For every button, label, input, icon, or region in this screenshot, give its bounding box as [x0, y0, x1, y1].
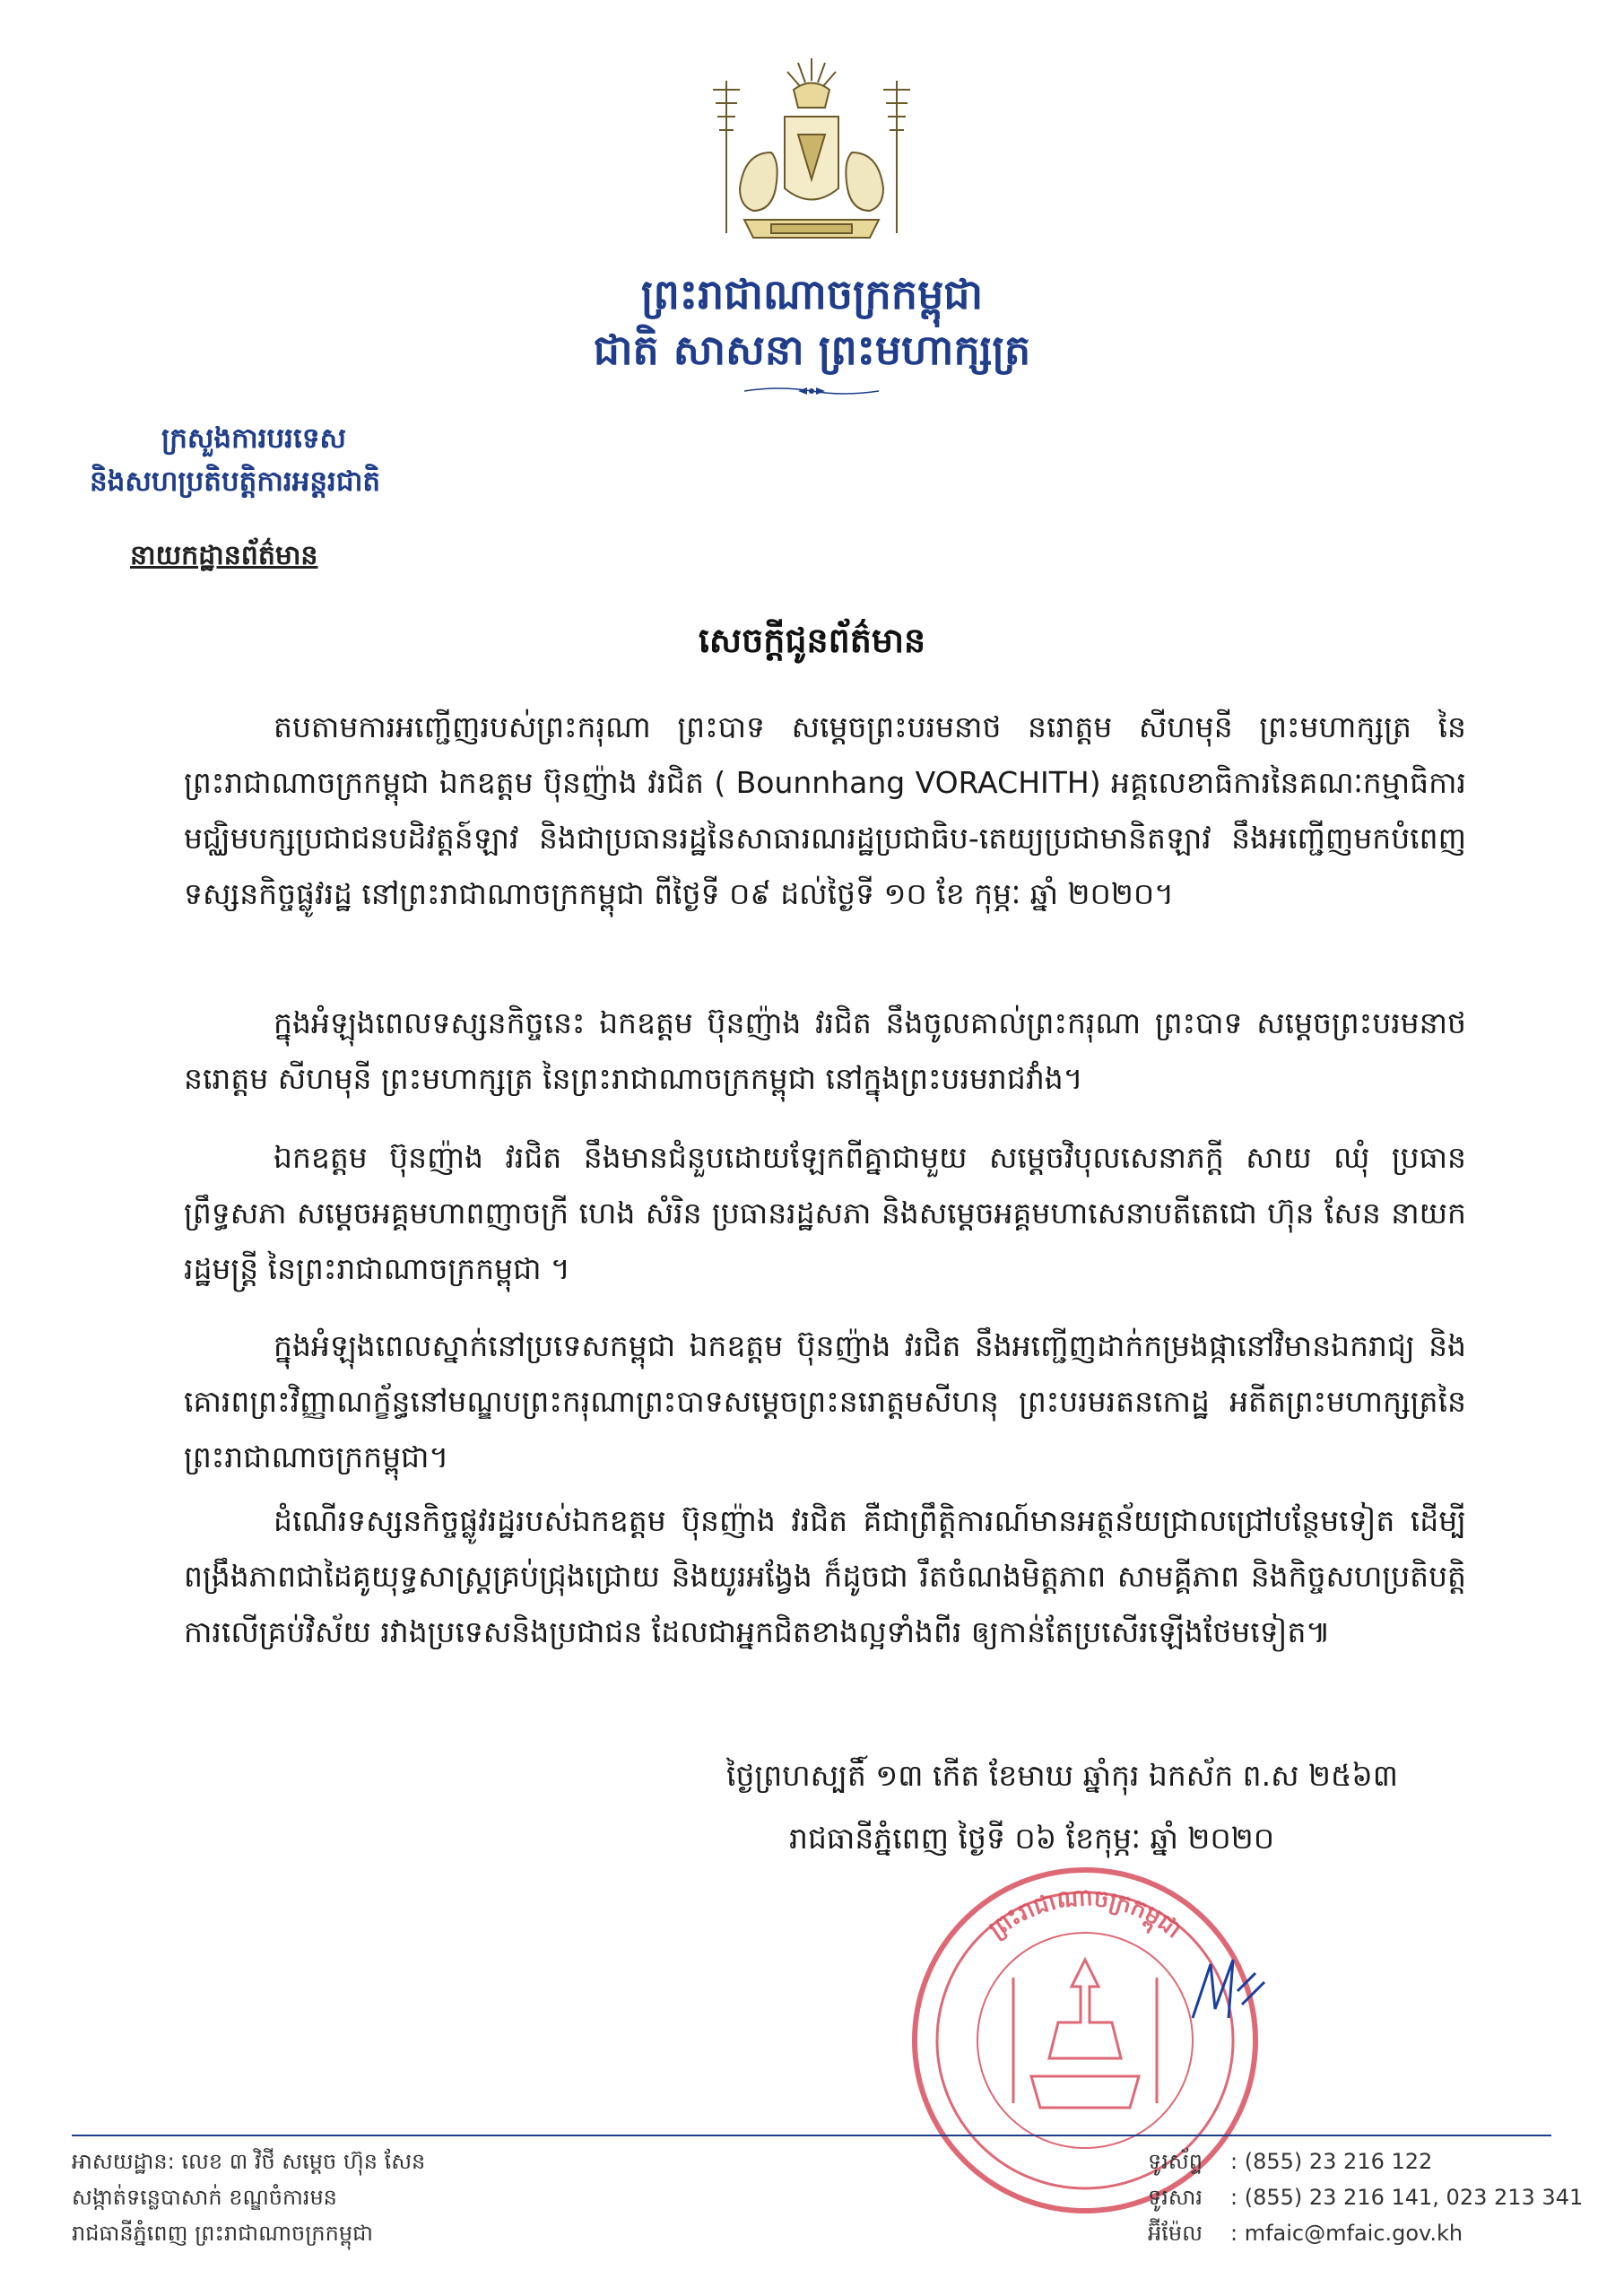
- solar-date: រាជធានីភ្នំពេញ ថ្ងៃទី ០៦ ខែកុម្ភៈ ឆ្នាំ ២០២០: [789, 1821, 1275, 1856]
- national-motto: ជាតិ សាសនា ព្រះមហាក្សត្រ: [593, 326, 1031, 374]
- lunar-date: ថ្ងៃព្រហស្បតិ៍ ១៣ កើត ខែមាឃ ឆ្នាំកុរ ឯកស័ក ព.ស ២៥៦៣: [726, 1758, 1398, 1793]
- phone-value: : (855) 23 216 122: [1230, 2149, 1433, 2174]
- footer-phone: [1148, 2148, 1432, 2179]
- fax-label: ទូរសារ: [1148, 2185, 1203, 2210]
- ministry-name-line2: និងសហប្រតិបត្តិការអន្តរជាតិ: [90, 465, 381, 498]
- email-value[interactable]: : mfaic@mfaic.gov.kh: [1230, 2221, 1463, 2246]
- footer-divider: [72, 2135, 1551, 2136]
- paragraph-4: [184, 1318, 1466, 1485]
- paragraph-3-text: ឯកឧត្តម ប៊ុនញ៉ាង វរជិត នឹងមានជំនួបដោយឡែកពីគ្នាជាមួយ សម្តេចវិបុលសេនាភក្តី សាយ ឈុំ ប្រធានព្រឹទ្ធសភា សម្តេចអគ្គមហាពញាចក្រី ហេង សំរិន ប្រធានរដ្ឋសភា និងសម្តេចអគ្គមហាសេនាបតីតេជោ ហ៊ុន សែន នាយករដ្ឋមន្ត្រី នៃព្រះរាជាណាចក្រកម្ពុជា ។: [184, 1140, 1466, 1286]
- signature: [1184, 1955, 1273, 2027]
- paragraph-5-text: ដំណើរទស្សនកិច្ចផ្លូវរដ្ឋរបស់ឯកឧត្តម ប៊ុនញ៉ាង វរជិត គឺជាព្រឹត្តិការណ៍មានអត្ថន័យជ្រាលជ្រៅបន្ថែមទៀត ដើម្បីពង្រឹងភាពជាដៃគូយុទ្ធសាស្ត្រគ្រប់ជ្រុងជ្រោយ និងយូរអង្វែង ក៏ដូចជា រឹតចំណងមិត្តភាព សាមគ្គីភាព និងកិច្ចសហប្រតិបត្តិការលើគ្រប់វិស័យ រវាងប្រទេសនិងប្រជាជន ដែលជាអ្នកជិតខាងល្អទាំងពីរ ឲ្យកាន់តែប្រសើរឡើងថែមទៀត៕: [184, 1503, 1466, 1649]
- footer-address-line1: អាសយដ្ឋាន: លេខ ៣ វិថី សម្តេច ហ៊ុន សែន: [72, 2149, 426, 2174]
- paragraph-3: [184, 1130, 1466, 1297]
- ornament-divider: [744, 384, 879, 398]
- paragraph-4-text: ក្នុងអំឡុងពេលស្នាក់នៅប្រទេសកម្ពុជា ឯកឧត្តម ប៊ុនញ៉ាង វរជិត នឹងអញ្ជើញដាក់កម្រងផ្កានៅវិមានឯករាជ្យ និងគោរពព្រះវិញ្ញាណក្ខ័ន្ធនៅមណ្ឌបព្រះករុណាព្រះបាទសម្តេចព្រះនរោត្តមសីហនុ ព្រះបរមរតនកោដ្ឋ អតីតព្រះមហាក្សត្រនៃព្រះរាជាណាចក្រកម្ពុជា។: [184, 1328, 1466, 1474]
- email-label: អ៊ីម៉ែល: [1148, 2221, 1203, 2246]
- phone-label: ទូរស័ព្ទ: [1148, 2149, 1203, 2174]
- ministry-name-line1: ក្រសួងការបរទេស: [161, 422, 347, 455]
- kingdom-title: ព្រះរាជាណាចក្រកម្ពុជា: [640, 270, 984, 318]
- paragraph-2-text: ក្នុងអំឡុងពេលទស្សនកិច្ចនេះ ឯកឧត្តម ប៊ុនញ៉ាង វរជិត នឹងចូលគាល់ព្រះករុណា ព្រះបាទ សម្តេចព្រះបរមនាថ នរោត្តម សីហមុនី ព្រះមហាក្សត្រ នៃព្រះរាជាណាចក្រកម្ពុជា នៅក្នុងព្រះបរមរាជវាំង។: [184, 1005, 1466, 1096]
- department-name: នាយកដ្ឋានព័ត៌មាន: [130, 540, 318, 571]
- paragraph-2: [184, 996, 1466, 1107]
- footer-fax: [1148, 2184, 1583, 2215]
- footer-address-line2: សង្កាត់ទន្លេបាសាក់ ខណ្ឌចំការមន: [72, 2185, 337, 2210]
- paragraph-1-text: តបតាមការអញ្ជើញរបស់ព្រះករុណា ព្រះបាទ សម្តេចព្រះបរមនាថ នរោត្តម សីហមុនី ព្រះមហាក្សត្រ នៃព្រះរាជាណាចក្រកម្ពុជា ឯកឧត្តម ប៊ុនញ៉ាង វរជិត ( Bounnhang VORACHITH) អគ្គលេខាធិការនៃគណៈកម្មាធិការមជ្ឈិមបក្សប្រជាជនបដិវត្តន៍ឡាវ និងជាប្រធានរដ្ឋនៃសាធារណរដ្ឋប្រជាធិប-តេយ្យប្រជាមានិតឡាវ នឹងអញ្ជើញមកបំពេញទស្សនកិច្ចផ្លូវរដ្ឋ នៅព្រះរាជាណាចក្រកម្ពុជា ពីថ្ងៃទី ០៩ ដល់ថ្ងៃទី ១០ ខែ កុម្ភៈ ឆ្នាំ ២០២០។: [184, 709, 1466, 911]
- paragraph-1: [184, 700, 1466, 922]
- paragraph-5: [184, 1493, 1466, 1660]
- royal-emblem: [690, 54, 933, 260]
- fax-value: : (855) 23 216 141, 023 213 341: [1230, 2185, 1584, 2210]
- footer-email: [1148, 2220, 1463, 2251]
- document-title: សេចក្តីជូនព័ត៌មាន: [698, 620, 926, 660]
- footer-address-line3: រាជធានីភ្នំពេញ ព្រះរាជាណាចក្រកម្ពុជា: [72, 2221, 373, 2246]
- seal-text: ព្រះរាជាណាចក្រកម្ពុជា: [984, 1884, 1186, 1944]
- svg-text:ព្រះរាជាណាចក្រកម្ពុជា: [985, 1884, 1186, 1944]
